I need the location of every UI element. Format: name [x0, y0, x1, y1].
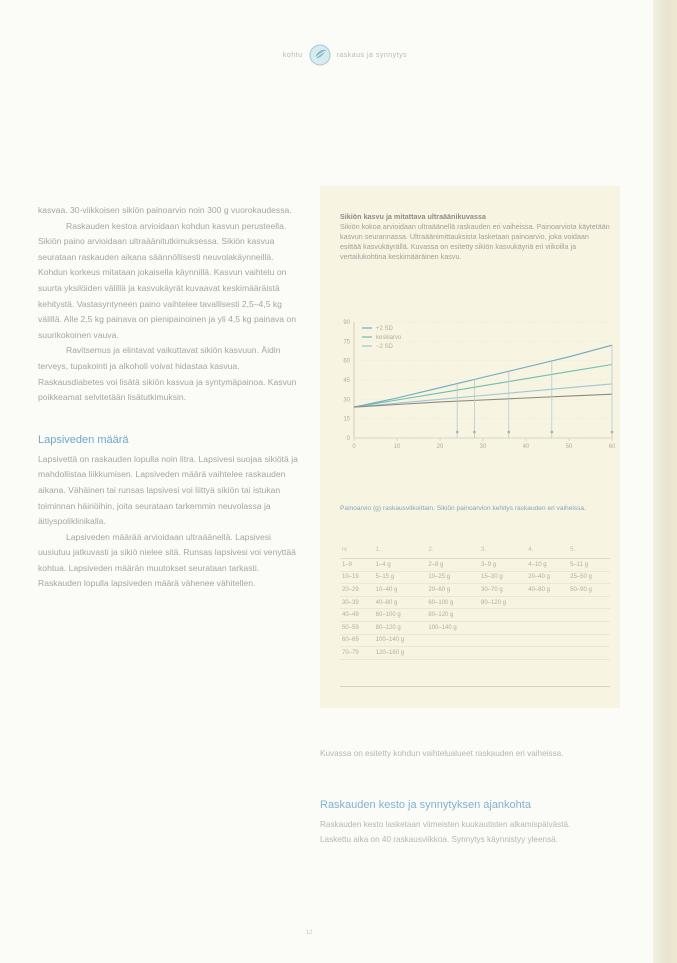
- table-cell: 25–50 g: [568, 571, 610, 584]
- table-header-cell: 4.: [526, 544, 568, 559]
- paragraph-1: kasvaa. 30-viikkoisen sikiön painoarvio noin 300 g vuorokaudessa.: [38, 205, 292, 215]
- table-header-cell: 2.: [426, 544, 479, 559]
- table-cell: [426, 634, 479, 647]
- info-box-title: Sikiön kasvu ja mitattava ultraäänikuvassa: [340, 212, 486, 221]
- y-tick-label: 30: [343, 397, 350, 404]
- table-row: [340, 596, 610, 609]
- table-cell: 80–120 g: [374, 621, 427, 634]
- paragraph-3: Ravitsemus ja elintavat vaikuttavat sikiön kasvuun. Äidin terveys, tupakointi ja alkoholi voivat hidastaa kasvua. Raskausdiabetes voi lisätä sikiön kasvua ja syntymäpainoa. Kasvun poikkeamat selvitetään lisätutkimuksin.: [38, 345, 297, 403]
- table-row: [340, 559, 610, 572]
- table-header-cell: 3.: [479, 544, 526, 559]
- info-box-text: [340, 212, 610, 262]
- table-cell: 1–4 g: [374, 559, 427, 572]
- header-left-text: kohtu: [282, 51, 303, 59]
- paragraph-2: Raskauden kestoa arvioidaan kohdun kasvun perusteella. Sikiön paino arvioidaan ultraäänitutkimuksessa. Sikiön kasvua seurataan raskauden aikana säännöllisesti neuvolakäynneillä. Kohdun korkeus mitataan jokaisella käynnillä. Kasvun vaihtelu on suurta yksilöiden välillä ja kasvukäyrät kuvaavat keskimääräistä kehitystä. Vastasyntyneen paino vaihtelee tavallisesti 2,5–4,5 kg välillä. Alle 2,5 kg painava on pienipainoinen ja yli 4,5 kg painava on suurikokoinen vauva.: [38, 220, 296, 340]
- chart-legend: [362, 326, 402, 350]
- header-right-text: raskaus ja synnytys: [336, 51, 408, 59]
- table-cell: 40–49: [340, 609, 374, 622]
- table-title: Painoarvio (g) raskausviikoittain. Sikiön painoarvion kehitys raskauden eri vaiheissa.: [340, 505, 586, 512]
- marker-point: [611, 431, 614, 434]
- table-row: [340, 621, 610, 634]
- table-cell: 120–160 g: [374, 647, 427, 660]
- table-cell: 60–100 g: [374, 609, 427, 622]
- y-tick-label: 0: [346, 436, 350, 442]
- table-cell: [479, 647, 526, 660]
- table-row: [340, 647, 610, 660]
- table-header-cell: rv: [340, 544, 374, 559]
- table-end-rule: [340, 686, 610, 687]
- table-cell: [526, 647, 568, 660]
- table-cell: 10–40 g: [374, 584, 427, 597]
- table-cell: 1–9: [340, 559, 374, 572]
- chart-series: [354, 345, 613, 438]
- x-tick-label: 40: [522, 444, 530, 450]
- table-cell: 100–140 g: [426, 621, 479, 634]
- table-cell: [568, 596, 610, 609]
- series-line: [354, 345, 612, 407]
- table-cell: 4–10 g: [526, 559, 568, 572]
- table-cell: [526, 621, 568, 634]
- table-cell: 70–79: [340, 647, 374, 660]
- marker-point: [456, 431, 459, 434]
- paragraph-5: Lapsiveden määrää arvioidaan ultraäänellä. Lapsivesi uusiutuu jatkuvasti ja sikiö nielee sitä. Runsas lapsivesi voi venyttää kohtua. Lapsiveden määrän muutokset seurataan tarkasti. Raskauden lopulla lapsiveden määrä vähenee vähitellen.: [38, 531, 296, 589]
- table-header-row: [340, 544, 610, 559]
- marker-point: [473, 431, 476, 434]
- table-cell: [526, 609, 568, 622]
- table-cell: 20–40 g: [526, 571, 568, 584]
- info-box: [320, 186, 620, 708]
- leaf-logo-icon: [309, 44, 331, 66]
- marker-point: [550, 431, 553, 434]
- table-cell: 80–120 g: [426, 609, 479, 622]
- section-heading-right: Raskauden kesto ja synnytyksen ajankohta: [320, 799, 531, 811]
- table-cell: 3–9 g: [479, 559, 526, 572]
- section-heading-left: Lapsiveden määrä: [38, 433, 129, 446]
- table-cell: [426, 647, 479, 660]
- x-tick-label: 50: [565, 444, 573, 450]
- y-tick-label: 45: [343, 378, 350, 384]
- table-cell: 30–39: [340, 596, 374, 609]
- weight-table: [340, 544, 610, 660]
- table-cell: [526, 634, 568, 647]
- paragraph-right: Raskauden kesto lasketaan viimeisten kuukautisten alkamispäivästä. Laskettu aika on 40 raskausviikkoa. Synnytys käynnistyy yleensä.: [320, 820, 571, 844]
- table-cell: 50–90 g: [568, 584, 610, 597]
- legend-label: keskiarvo: [376, 335, 402, 341]
- page-header: [230, 40, 460, 70]
- table-header-cell: 5.: [568, 544, 610, 559]
- table-cell: 60–69: [340, 634, 374, 647]
- table-cell: [568, 621, 610, 634]
- legend-label: +2 SD: [376, 326, 393, 332]
- table-cell: 5–11 g: [568, 559, 610, 572]
- table-row: [340, 584, 610, 597]
- paragraph-4: Lapsivettä on raskauden lopulla noin litra. Lapsivesi suojaa sikiötä ja mahdollistaa liikkumisen. Lapsiveden määrä vaihtelee raskauden aikana. Vähäinen tai runsas lapsivesi voi liittyä sikiön tai istukan toiminnan häiriöihin, joita seurataan tarkemmin neuvolassa ja äitiyspoliklinikalla.: [38, 453, 298, 527]
- marker-point: [507, 431, 510, 434]
- table-cell: 5–15 g: [374, 571, 427, 584]
- info-box-body: Sikiön kokoa arvioidaan ultraäänellä raskauden eri vaiheissa. Painoarviota käytetään kasvun seurannassa. Ultraäänimittauksista lasketaan painoarvio, joka voidaan esittää kasvukäyrällä. Kuvassa on esitetty sikiön kasvukäyriä eri viikoilla ja vertailukohtina keskimääräinen kasvu.: [340, 222, 610, 261]
- page-edge-decoration: [653, 0, 677, 963]
- series-line: [354, 365, 612, 408]
- table-cell: 40–80 g: [526, 584, 568, 597]
- y-tick-label: 75: [343, 339, 350, 346]
- y-tick-label: 60: [343, 358, 350, 365]
- table-cell: [526, 596, 568, 609]
- table-row: [340, 609, 610, 622]
- weight-table-wrap: [340, 544, 610, 660]
- x-tick-label: 0: [352, 444, 356, 450]
- y-tick-label: 15: [343, 416, 350, 423]
- x-tick-label: 20: [436, 444, 444, 450]
- table-cell: 20–60 g: [426, 584, 479, 597]
- table-row: [340, 634, 610, 647]
- figure-caption: Kuvassa on esitetty kohdun vaihtelualueet raskauden eri vaiheissa.: [320, 749, 564, 758]
- table-cell: [568, 647, 610, 660]
- growth-chart: [330, 314, 620, 454]
- table-cell: 20–29: [340, 584, 374, 597]
- x-tick-label: 60: [608, 444, 616, 450]
- table-cell: 100–140 g: [374, 634, 427, 647]
- y-tick-label: 90: [343, 320, 350, 326]
- table-row: [340, 571, 610, 584]
- table-cell: [479, 634, 526, 647]
- table-cell: 50–59: [340, 621, 374, 634]
- table-body: [340, 559, 610, 660]
- table-cell: [479, 621, 526, 634]
- table-cell: 30–70 g: [479, 584, 526, 597]
- table-cell: 10–25 g: [426, 571, 479, 584]
- table-cell: 2–8 g: [426, 559, 479, 572]
- table-cell: 60–100 g: [426, 596, 479, 609]
- table-cell: 10–19: [340, 571, 374, 584]
- table-cell: 15–30 g: [479, 571, 526, 584]
- table-header-cell: 1.: [374, 544, 427, 559]
- table-cell: 40–80 g: [374, 596, 427, 609]
- left-column: [38, 203, 304, 592]
- x-tick-label: 10: [393, 444, 401, 450]
- legend-label: −2 SD: [376, 344, 393, 350]
- x-tick-label: 30: [479, 444, 487, 450]
- right-column: [320, 746, 600, 847]
- table-cell: [479, 609, 526, 622]
- table-cell: [568, 609, 610, 622]
- table-cell: 80–120 g: [479, 596, 526, 609]
- table-cell: [568, 634, 610, 647]
- page-number: 12: [305, 930, 313, 936]
